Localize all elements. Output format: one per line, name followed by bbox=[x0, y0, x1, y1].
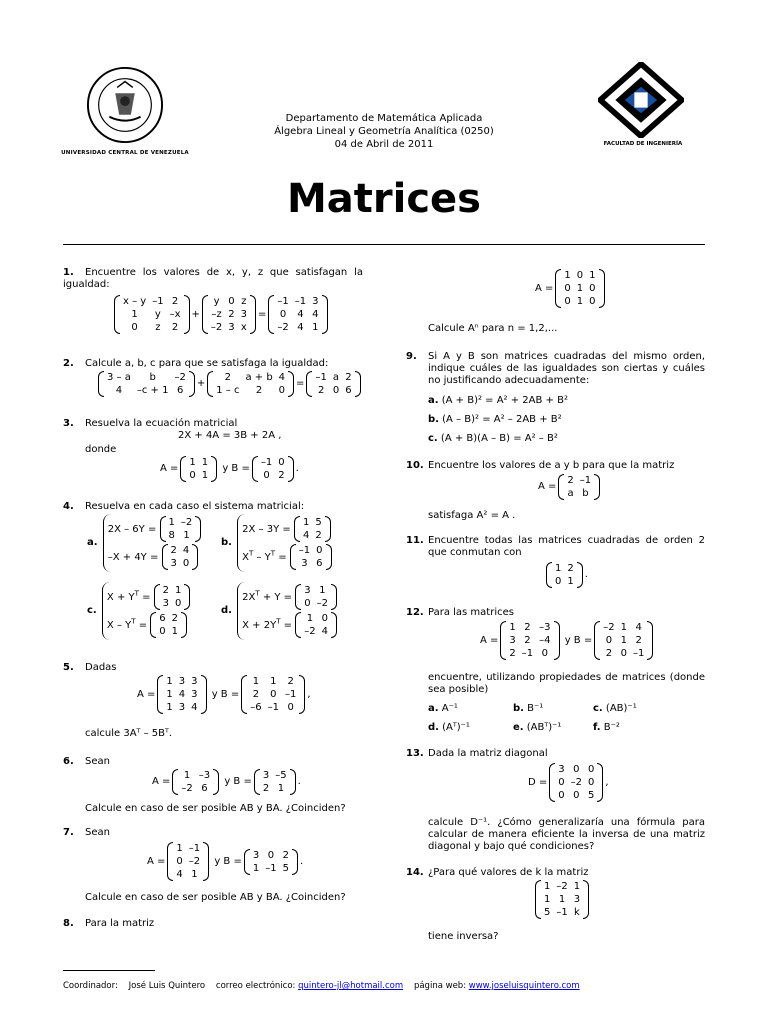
problem-6 bbox=[63, 756, 363, 768]
coordinator-name: José Luis Quintero bbox=[128, 981, 206, 991]
matrix: 2 a + b 4 1 – c 2 0 bbox=[207, 371, 294, 397]
matrix: 1 –3 –2 6 bbox=[172, 769, 219, 795]
problem-14-matrix bbox=[535, 880, 589, 919]
problem-number: 6. bbox=[63, 756, 74, 767]
item-expression: (ABᵀ)⁻¹ bbox=[526, 722, 562, 733]
item-expression: B⁻¹ bbox=[527, 703, 544, 714]
faculty-logo bbox=[598, 62, 684, 138]
problem-5-after: calcule 3Aᵀ – 5Bᵀ. bbox=[85, 728, 173, 739]
problem-1-equation: x – y –1 2 1 y –x 0 z 2 + y 0 z –z 2 3 –2 3 x = –1 –1 3 0 4 4 –2 4 1 bbox=[114, 295, 328, 334]
matrix: 1 1 0 1 bbox=[180, 456, 217, 482]
matrix: 1 –2 1 1 1 3 5 –1 k bbox=[535, 880, 589, 919]
matrix: –1 0 0 2 bbox=[252, 456, 294, 482]
item-label: d. bbox=[428, 722, 439, 733]
item-expression: (Aᵀ)⁻¹ bbox=[442, 722, 470, 733]
footer bbox=[63, 981, 580, 991]
problem-9 bbox=[406, 351, 705, 387]
matrix: y 0 z –z 2 3 –2 3 x bbox=[202, 295, 256, 334]
problem-2 bbox=[63, 358, 363, 370]
problem-5-matrices: A = 1 3 3 1 4 3 1 3 4 y B = 1 1 2 2 0 –1 –6 –1 0 , bbox=[137, 676, 311, 713]
course-name: Álgebra Lineal y Geometría Analítica (0250) bbox=[274, 126, 494, 137]
problem-13 bbox=[406, 748, 705, 760]
problem-12-after: encuentre, utilizando propiedades de matrices (donde sea posible) bbox=[428, 672, 705, 695]
problem-6-matrices: A = 1 –3 –2 6 y B = 3 –5 2 1 . bbox=[152, 770, 301, 794]
department-name: Departamento de Matemática Aplicada bbox=[285, 113, 483, 124]
matrix: x – y –1 2 1 y –x 0 z 2 bbox=[114, 295, 190, 334]
problem-8 bbox=[63, 918, 363, 930]
problem-12-matrices: A = 1 2 –3 3 2 –4 2 –1 0 y B = –2 1 4 0 1 2 2 0 –1 bbox=[478, 621, 653, 660]
matrix: 3 0 2 1 –1 5 bbox=[244, 849, 298, 875]
problem-number: 13. bbox=[406, 748, 424, 759]
identity-c: (A + B)(A – B) = A² – B² bbox=[440, 433, 558, 444]
problem-text: Resuelva la ecuación matricial bbox=[85, 418, 238, 429]
problem-10 bbox=[406, 460, 705, 472]
matrix: 3 1 0 –2 bbox=[295, 584, 337, 610]
matrix: 6 2 0 1 bbox=[150, 612, 187, 638]
problem-text: Sean bbox=[85, 827, 110, 838]
matrix: 2 –1 a b bbox=[558, 474, 600, 500]
problem-text: Dadas bbox=[85, 662, 117, 673]
identity-b: (A – B)² = A² – 2AB + B² bbox=[442, 414, 562, 425]
problem-10-matrix: A = 2 –1 a b bbox=[536, 474, 600, 500]
system-brace: 2X – 6Y = 1 –2 8 1 –X + 4Y = 2 4 3 0 bbox=[103, 514, 202, 572]
problem-number: 12. bbox=[406, 607, 424, 618]
problem-1 bbox=[63, 267, 363, 291]
matrix: 1 2 0 1 bbox=[546, 562, 583, 588]
problem-13-matrix: D = 3 0 0 0 –2 0 0 0 5 , bbox=[528, 764, 609, 801]
matrix: 1 0 –2 4 bbox=[295, 612, 337, 638]
problem-text: Para la matriz bbox=[85, 918, 155, 929]
problem-3-equation: 2X + 4A = 3B + 2A , bbox=[178, 430, 282, 441]
system-brace: $X + Y^T$ = 2 1 3 0 X – $Y^T$ = 6 2 0 1 bbox=[102, 582, 190, 640]
problem-4a bbox=[85, 514, 201, 572]
problem-number: 5. bbox=[63, 662, 74, 673]
item-expression: (AB)⁻¹ bbox=[605, 703, 637, 714]
matrix: 1 –2 8 1 bbox=[160, 516, 202, 542]
coordinator-label: Coordinador: bbox=[63, 981, 118, 991]
item-label: b. bbox=[221, 537, 232, 548]
document-header bbox=[234, 112, 534, 151]
item-label: b. bbox=[428, 414, 439, 425]
problem-text: Si A y B son matrices cuadradas del mismo orden, indique cuáles de las igualdades son ciertas y cuáles no justificando adecuadamente: bbox=[428, 351, 705, 386]
problem-number: 9. bbox=[406, 351, 417, 362]
problem-8-after: Calcule Aⁿ para n = 1,2,... bbox=[428, 323, 558, 334]
problem-14 bbox=[406, 867, 705, 879]
problem-text: Para las matrices bbox=[428, 607, 514, 618]
problem-12-items bbox=[428, 699, 705, 737]
problem-3 bbox=[63, 418, 363, 430]
problem-number: 3. bbox=[63, 418, 74, 429]
problem-text: Encuentre todas las matrices cuadradas de orden 2 que conmutan con bbox=[428, 535, 705, 558]
item-label: a. bbox=[87, 537, 98, 548]
item-label: f. bbox=[593, 722, 601, 733]
identity-a: (A + B)² = A² + 2AB + B² bbox=[441, 395, 568, 406]
problem-number: 10. bbox=[406, 460, 424, 471]
problem-text: ¿Para qué valores de k la matriz bbox=[428, 867, 589, 878]
matrix: 3 –5 2 1 bbox=[254, 769, 296, 795]
email-link[interactable]: quintero-jl@hotmail.com bbox=[298, 981, 404, 991]
matrix: 1 0 1 0 1 0 0 1 0 bbox=[555, 269, 604, 308]
problem-text: Calcule a, b, c para que se satisfaga la igualdad: bbox=[85, 358, 329, 369]
matrix: –2 1 4 0 1 2 2 0 –1 bbox=[594, 621, 653, 660]
title-divider bbox=[63, 244, 705, 245]
item-label: b. bbox=[513, 703, 524, 714]
item-label: e. bbox=[513, 722, 524, 733]
problem-number: 7. bbox=[63, 827, 74, 838]
ucv-seal-logo bbox=[86, 66, 164, 144]
problem-13-after: calcule D⁻¹. ¿Cómo generalizaría una fórmula para calcular de manera eficiente la inversa de una matriz diagonal y bajo qué condiciones? bbox=[428, 817, 705, 852]
matrix: 1 2 –3 3 2 –4 2 –1 0 bbox=[500, 621, 559, 660]
problem-number: 2. bbox=[63, 358, 74, 369]
item-label: c. bbox=[428, 433, 438, 444]
problem-4c bbox=[85, 582, 190, 640]
matrix: –1 –1 3 0 4 4 –2 4 1 bbox=[268, 295, 327, 334]
problem-10-after: satisfaga A² = A . bbox=[428, 510, 516, 521]
problem-4 bbox=[63, 501, 363, 513]
item-label: d. bbox=[221, 605, 232, 616]
matrix: 1 3 3 1 4 3 1 3 4 bbox=[157, 675, 206, 714]
matrix: –1 0 3 6 bbox=[290, 544, 332, 570]
faculty-caption: FACULTAD DE INGENIERÍA bbox=[603, 141, 683, 147]
problem-7-after: Calcule en caso de ser posible AB y BA. ¿Coinciden? bbox=[85, 892, 346, 903]
problem-11 bbox=[406, 535, 705, 559]
problem-text: Encuentre los valores de x, y, z que satisfagan la igualdad: bbox=[63, 267, 363, 290]
web-label: página web: bbox=[413, 981, 467, 991]
document-date: 04 de Abril de 2011 bbox=[334, 139, 434, 150]
problem-number: 8. bbox=[63, 918, 74, 929]
problem-number: 1. bbox=[63, 267, 74, 278]
problem-11-matrix: 1 2 0 1 . bbox=[546, 562, 590, 588]
university-caption: UNIVERSIDAD CENTRAL DE VENEZUELA bbox=[61, 150, 189, 156]
problem-3-matrices: A = 1 1 0 1 y B = –1 0 0 2 . bbox=[160, 457, 299, 481]
item-label: a. bbox=[428, 703, 439, 714]
problem-text: Encuentre los valores de a y b para que la matriz bbox=[428, 460, 675, 471]
matrix: 1 5 4 2 bbox=[294, 516, 331, 542]
matrix: 2 4 3 0 bbox=[162, 544, 199, 570]
web-link[interactable]: www.joseluisquintero.com bbox=[468, 981, 580, 991]
problem-7-matrices: A = 1 –1 0 –2 4 1 y B = 3 0 2 1 –1 5 . bbox=[147, 843, 304, 880]
problem-text: Dada la matriz diagonal bbox=[428, 748, 548, 759]
problem-7 bbox=[63, 827, 363, 839]
system-brace: $2X^T + Y$ = 3 1 0 –2 $X + 2Y^T$ = 1 0 –2 4 bbox=[237, 582, 337, 640]
matrix: 3 – a b –2 4 –c + 1 6 bbox=[98, 371, 195, 397]
problem-text: Resuelva en cada caso el sistema matricial: bbox=[85, 501, 305, 512]
system-brace: 2X – 3Y = 1 5 4 2 $X^T - Y^T$ = –1 0 3 6 bbox=[237, 514, 331, 572]
problem-text: Sean bbox=[85, 756, 110, 767]
problem-2-equation: 3 – a b –2 4 –c + 1 6 + 2 a + b 4 1 – c 2 0 = –1 a 2 2 0 6 bbox=[98, 371, 361, 397]
footnote-rule bbox=[63, 970, 155, 971]
problem-14-after: tiene inversa? bbox=[428, 931, 499, 942]
problem-12 bbox=[406, 607, 705, 619]
problem-5 bbox=[63, 662, 363, 674]
problem-number: 11. bbox=[406, 535, 424, 546]
matrix: 1 –1 0 –2 4 1 bbox=[167, 842, 209, 881]
item-label: c. bbox=[593, 703, 603, 714]
problem-number: 14. bbox=[406, 867, 424, 878]
matrix: 1 1 2 2 0 –1 –6 –1 0 bbox=[241, 675, 305, 714]
problem-number: 4. bbox=[63, 501, 74, 512]
item-label: c. bbox=[87, 605, 97, 616]
matrix: 2 1 3 0 bbox=[154, 584, 191, 610]
matrix: 3 0 0 0 –2 0 0 0 5 bbox=[549, 763, 603, 802]
problem-6-after: Calcule en caso de ser posible AB y BA. ¿Coinciden? bbox=[85, 803, 346, 814]
item-expression: A⁻¹ bbox=[441, 703, 458, 714]
item-label: a. bbox=[428, 395, 439, 406]
problem-4b bbox=[219, 514, 332, 572]
problem-9-items bbox=[428, 391, 568, 448]
email-label: correo electrónico: bbox=[215, 981, 296, 991]
problem-3-donde: donde bbox=[85, 444, 117, 455]
item-expression: B⁻² bbox=[603, 722, 620, 733]
matrix: –1 a 2 2 0 6 bbox=[306, 371, 360, 397]
problem-4d bbox=[219, 582, 337, 640]
problem-8-matrix: A = 1 0 1 0 1 0 0 1 0 bbox=[533, 269, 605, 308]
page-title: Matrices bbox=[286, 176, 481, 222]
